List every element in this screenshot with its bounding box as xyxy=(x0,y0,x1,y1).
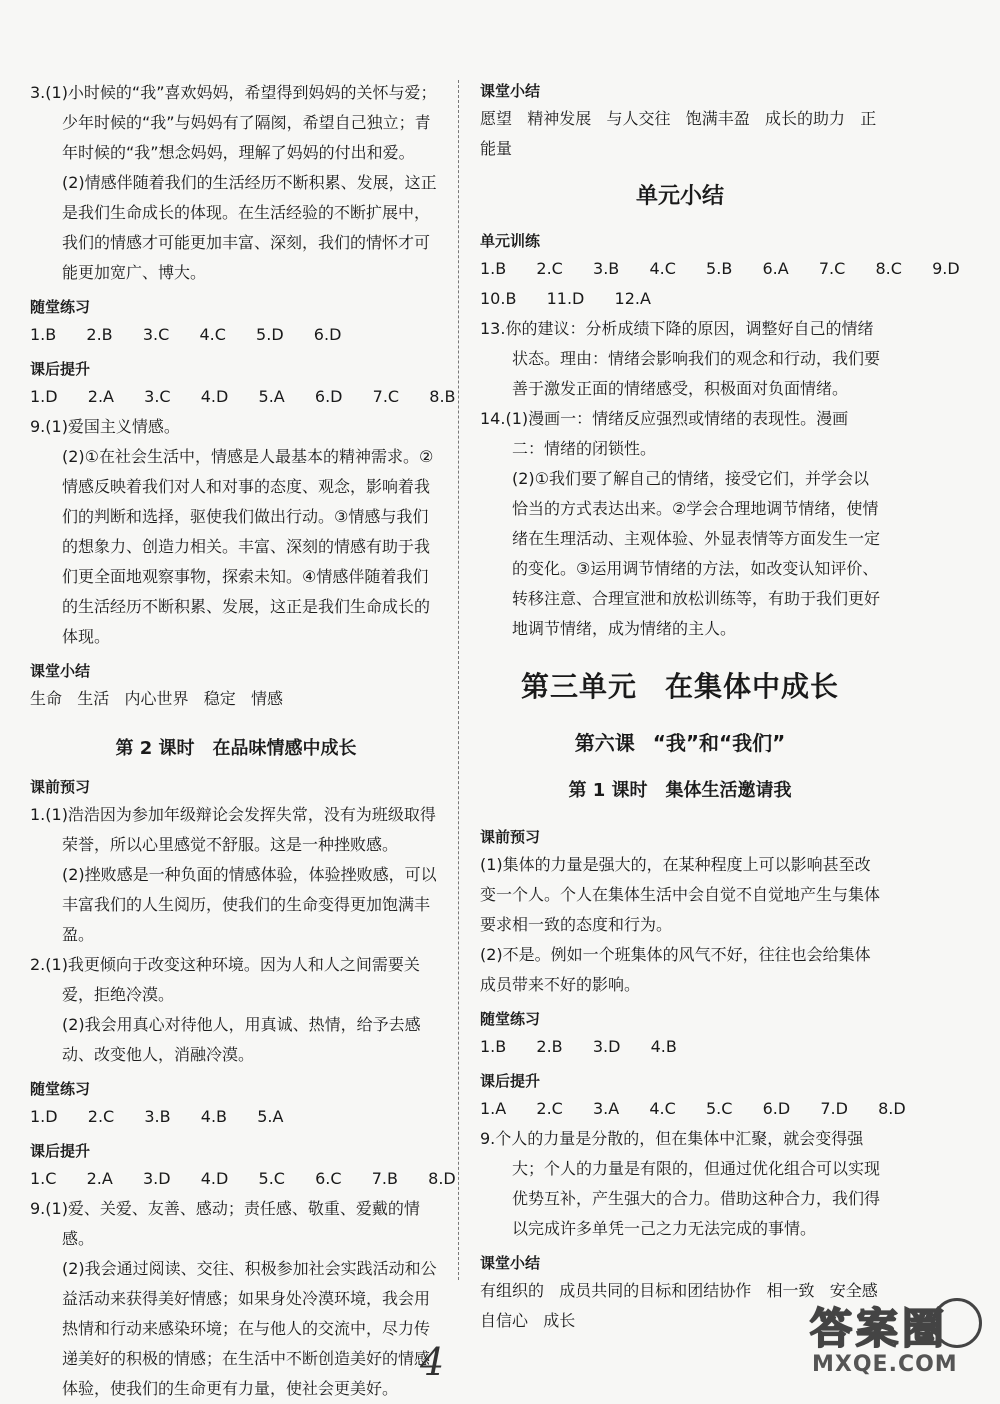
answer-q13: 13.你的建议：分析成绩下降的原因，调整好自己的情绪状态。理由：情绪会影响我们的观念和行动，我们要善于激发正面的情绪感受，积极面对负面情绪。 xyxy=(480,319,881,398)
answer-pre-q2-2: (2)我会用真心对待他人，用真诚、热情，给予去感动、改变他人，消融冷漠。 xyxy=(62,1015,421,1064)
answer-row: 1.A 2.C 3.A 4.C 5.C 6.D 7.D 8.D xyxy=(480,1099,906,1118)
answer-k9-1: 9.(1)爱、关爱、友善、感动；责任感、敬重、爱戴的情感。 xyxy=(30,1199,420,1248)
answer-q14-2: (2)①我们要了解自己的情绪，接受它们，并学会以恰当的方式表达出来。②学会合理地调节情绪，使情绪在生理活动、主观体验、外显表情等方面发生一定的变化。③运用调节情绪的方法，如改变认知评价、转移注意、合理宣泄和放松训练等，有助于我们更好地调节情绪，成为情绪的主人。 xyxy=(512,469,881,638)
section-label-kehou: 课后提升 xyxy=(30,1142,91,1160)
answer-pre-q1-2: (2)挫败感是一种负面的情感体验，体验挫败感，可以丰富我们的人生阅历，使我们的生命变得更加饱满丰盈。 xyxy=(62,865,437,944)
answer-pre3-1: (1)集体的力量是强大的，在某种程度上可以影响甚至改变一个人。个人在集体生活中会自觉不自觉地产生与集体要求相一致的态度和行为。 xyxy=(480,855,881,934)
section-label-suitang: 随堂练习 xyxy=(480,1010,541,1028)
section-label-keqian: 课前预习 xyxy=(30,778,91,796)
chapter-number: 第六课 xyxy=(574,731,635,755)
keywords-row: 愿望 精神发展 与人交往 饱满丰盈 成长的助力 正能量 xyxy=(480,109,877,158)
answer-row: 1.B 2.B 3.C 4.C 5.D 6.D xyxy=(30,325,342,344)
chapter-name: “我”和“我们” xyxy=(652,731,786,755)
watermark-text: 答案圈 xyxy=(810,1304,949,1353)
unit-heading xyxy=(480,672,880,702)
section-label-kehou: 课后提升 xyxy=(30,360,91,378)
lesson-name: 在品味情感中成长 xyxy=(212,738,357,759)
answer-pre-q1-1: 1.(1)浩浩因为参加年级辩论会发挥失常，没有为班级取得荣誉，所以心里感觉不舒服。这是一种挫败感。 xyxy=(30,805,436,854)
lesson-name: 集体生活邀请我 xyxy=(665,780,792,801)
keywords-row: 生命 生活 内心世界 稳定 情感 xyxy=(30,689,284,708)
answer-row: 1.D 2.A 3.C 4.D 5.A 6.D 7.C 8.B xyxy=(30,387,456,406)
lesson-heading xyxy=(480,776,880,806)
keywords-row: 有组织的 成员共同的目标和团结协作 相一致 安全感 自信心 成长 xyxy=(480,1281,894,1330)
lesson-number: 第 2 课时 xyxy=(115,738,195,759)
column-divider xyxy=(458,80,459,1280)
lesson-heading xyxy=(30,734,442,764)
unit-name: 在集体中成长 xyxy=(665,670,840,703)
section-label-ketang: 课堂小结 xyxy=(480,1254,541,1272)
answer-row: 1.D 2.C 3.B 4.B 5.A xyxy=(30,1107,284,1126)
chapter-heading xyxy=(480,728,880,758)
answer-k9: 9.个人的力量是分散的，但在集体中汇聚，就会变得强大；个人的力量是有限的，但通过优化组合可以实现优势互补，产生强大的合力。借助这种合力，我们得以完成许多单凭一己之力无法完成的事情。 xyxy=(480,1129,881,1238)
left-column xyxy=(30,78,456,1404)
section-label-danyuan: 单元训练 xyxy=(480,232,541,250)
answer-row: 1.B 2.B 3.D 4.B xyxy=(480,1037,677,1056)
answer-row: 10.B 11.D 12.A xyxy=(480,289,651,308)
watermark-url: MXQE.COM xyxy=(812,1352,958,1377)
watermark-badge-icon xyxy=(932,1298,982,1348)
unit-number: 第三单元 xyxy=(520,670,637,703)
answer-k9-2: (2)我会通过阅读、交往、积极参加社会实践活动和公益活动来获得美好情感；如果身处冷漠环境，我会用热情和行动来感染环境；在与他人的交流中，尽力传递美好的积极的情感；在生活中不断创造美好的情感体验，使我们的生命更有力量，使社会更美好。 xyxy=(62,1259,437,1398)
answer-row: 1.C 2.A 3.D 4.D 5.C 6.C 7.B 8.D xyxy=(30,1169,456,1188)
unit-summary-title: 单元小结 xyxy=(635,184,724,209)
section-label-kehou: 课后提升 xyxy=(480,1072,541,1090)
section-label-keqian: 课前预习 xyxy=(480,828,541,846)
section-label-suitang: 随堂练习 xyxy=(30,298,91,316)
answer-row: 1.B 2.C 3.B 4.C 5.B 6.A 7.C 8.C 9.D xyxy=(480,259,960,278)
section-label-suitang: 随堂练习 xyxy=(30,1080,91,1098)
answer-q3-1: 3.(1)小时候的“我”喜欢妈妈，希望得到妈妈的关怀与爱；少年时候的“我”与妈妈有了隔阂，希望自己独立；青年时候的“我”想念妈妈，理解了妈妈的付出和爱。 xyxy=(30,83,437,162)
answer-pre-q2-1: 2.(1)我更倾向于改变这种环境。因为人和人之间需要关爱，拒绝冷漠。 xyxy=(30,955,420,1004)
section-label-ketang: 课堂小结 xyxy=(30,662,91,680)
answer-q3-2: (2)情感伴随着我们的生活经历不断积累、发展，这正是我们生命成长的体现。在生活经验的不断扩展中，我们的情感才可能更加丰富、深刻，我们的情怀才可能更加宽广、博大。 xyxy=(62,173,437,282)
answer-q14-1: 14.(1)漫画一：情绪反应强烈或情绪的表现性。漫画二：情绪的闭锁性。 xyxy=(480,409,849,458)
watermark-logo xyxy=(800,1296,990,1384)
answer-q9-1: 9.(1)爱国主义情感。 xyxy=(30,417,180,436)
page-number: 4 xyxy=(420,1340,445,1384)
answer-pre3-2: (2)不是。例如一个班集体的风气不好，往往也会给集体成员带来不好的影响。 xyxy=(480,945,871,994)
lesson-number: 第 1 课时 xyxy=(568,780,648,801)
section-label-ketang: 课堂小结 xyxy=(480,82,541,100)
answer-q9-2: (2)①在社会生活中，情感是人最基本的精神需求。②情感反映着我们对人和对事的态度、观念，影响着我们的判断和选择，驱使我们做出行动。③情感与我们的想象力、创造力相关。丰富、深刻的情感有助于我们更全面地观察事物，探索未知。④情感伴随着我们的生活经历不断积累、发展，这正是我们生命成长的体现。 xyxy=(62,447,434,646)
